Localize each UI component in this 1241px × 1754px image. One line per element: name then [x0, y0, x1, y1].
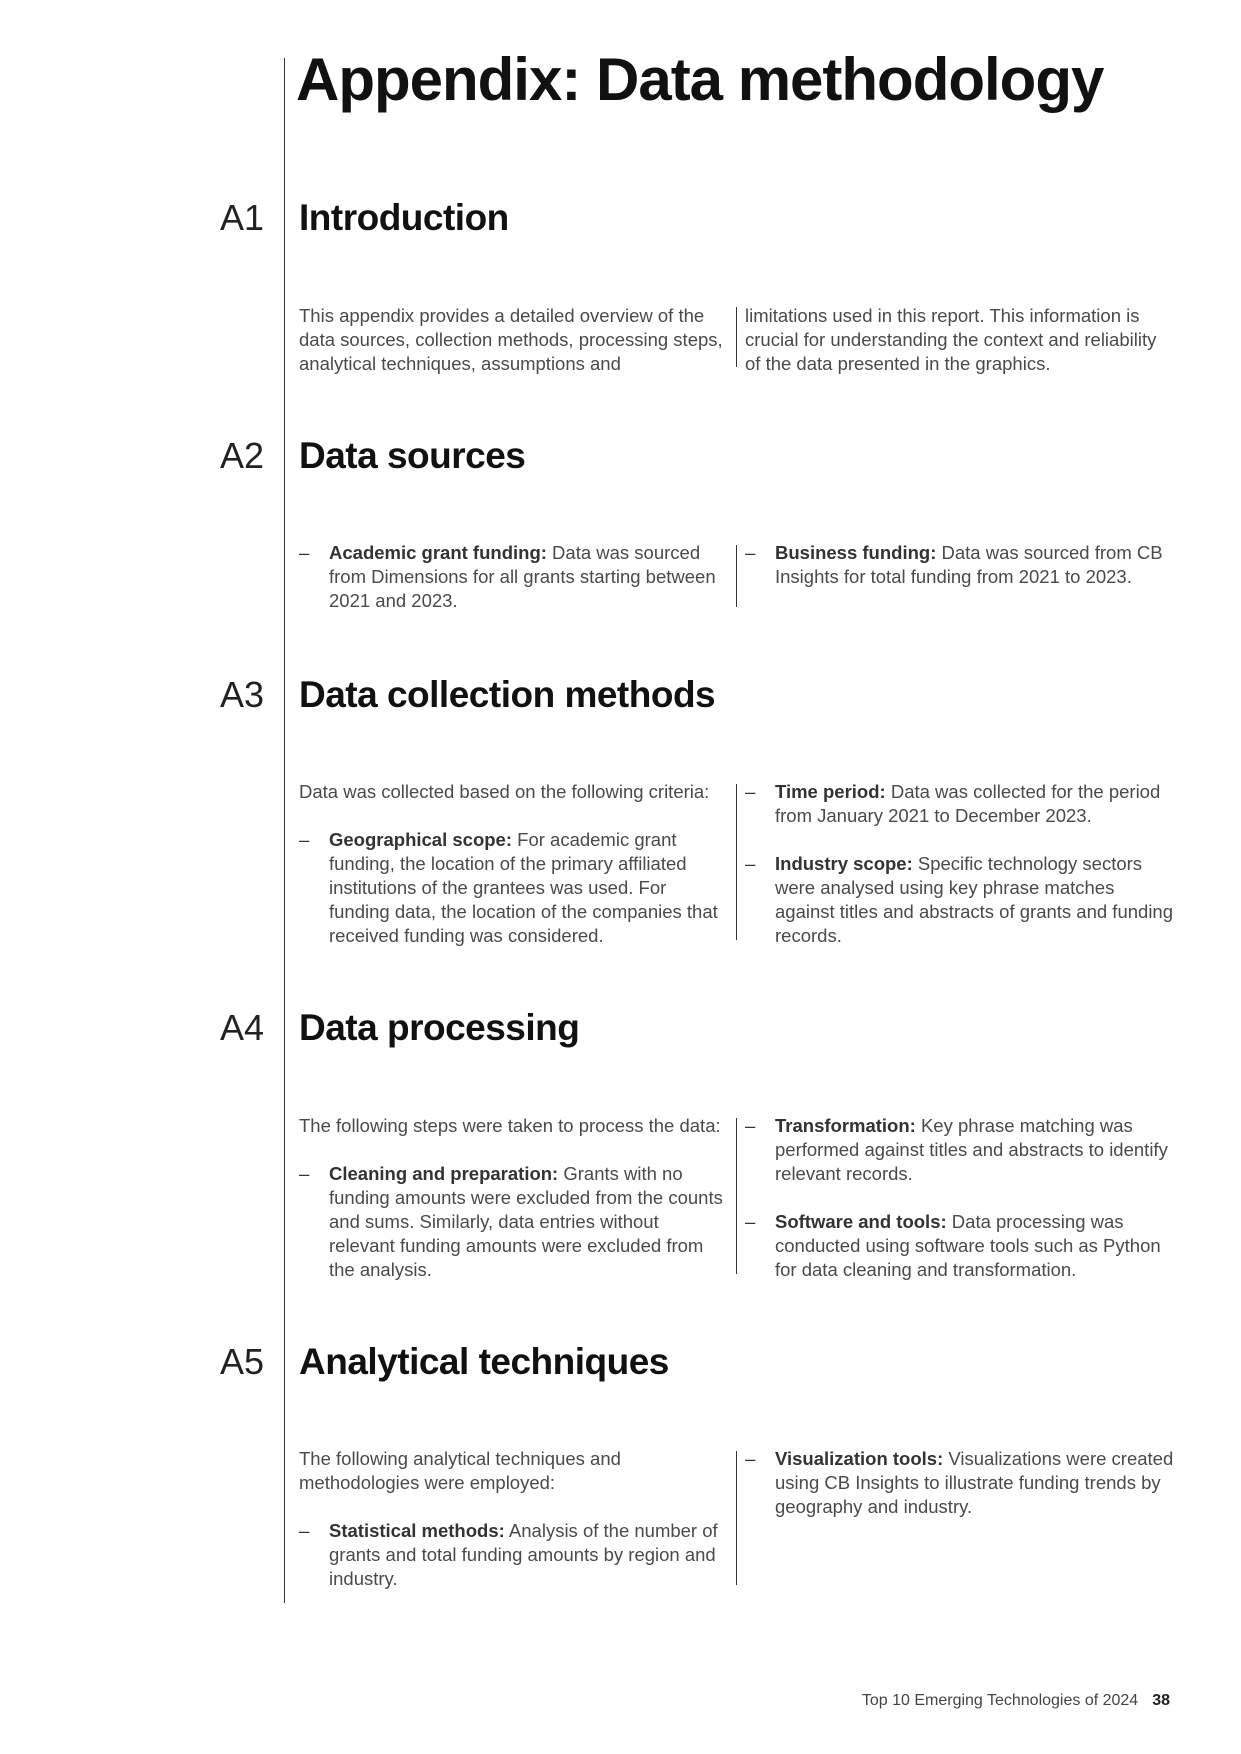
item-label: Geographical scope:: [329, 829, 512, 850]
section-title: Data collection methods: [299, 674, 716, 715]
dash-bullet: –: [745, 781, 756, 802]
list-item: [299, 541, 729, 613]
left-column: [299, 1447, 729, 1591]
margin-rule: [284, 58, 285, 1603]
section-number: A5: [220, 1341, 265, 1382]
list-item: [745, 1114, 1175, 1186]
item-label: Industry scope:: [775, 853, 913, 874]
dash-bullet: –: [299, 542, 310, 563]
item-label: Software and tools:: [775, 1211, 947, 1232]
section-number: A2: [220, 435, 265, 476]
section-title: Data processing: [299, 1007, 580, 1048]
item-label: Statistical methods:: [329, 1520, 505, 1541]
section-number: A4: [220, 1007, 265, 1048]
list-item: [745, 852, 1175, 948]
left-column: [299, 304, 729, 376]
section-title: Data sources: [299, 435, 526, 476]
left-column: [299, 780, 729, 948]
right-column: [745, 541, 1175, 589]
page-number: 38: [1152, 1692, 1170, 1709]
item-label: Visualization tools:: [775, 1448, 944, 1469]
column-divider: [736, 1451, 737, 1585]
list-item: [299, 828, 729, 948]
page-title: Appendix: Data methodology: [296, 46, 1104, 113]
item-text: Visualizations were created using CB Insights to illustrate funding trends by geography and industry.: [775, 1448, 1174, 1517]
column-divider: [736, 1118, 737, 1274]
dash-bullet: –: [745, 1115, 756, 1136]
item-text: Data processing was conducted using software tools such as Python for data cleaning and transformation.: [775, 1211, 1161, 1280]
dash-bullet: –: [745, 1448, 756, 1469]
item-label: Cleaning and preparation:: [329, 1163, 559, 1184]
list-item: [299, 1162, 729, 1282]
dash-bullet: –: [745, 542, 756, 563]
column-divider: [736, 307, 737, 367]
section-title: Introduction: [299, 197, 509, 238]
item-text: Specific technology sectors were analysed using key phrase matches against titles and abstracts of grants and funding records.: [775, 853, 1174, 946]
item-text: Data was sourced from CB Insights for total funding from 2021 to 2023.: [775, 542, 1163, 587]
dash-bullet: –: [745, 1211, 756, 1232]
list-item: [745, 1447, 1175, 1519]
item-text: For academic grant funding, the location of the primary affiliated institutions of the grantees was used. For funding data, the location of the companies that received funding was considered.: [329, 829, 718, 946]
left-column: [299, 541, 729, 613]
intro-text: The following steps were taken to process the data:: [299, 1115, 721, 1136]
section-number: A3: [220, 674, 265, 715]
list-item: [745, 541, 1175, 589]
item-text: Data was collected for the period from January 2021 to December 2023.: [775, 781, 1161, 826]
section-number: A1: [220, 197, 265, 238]
item-label: Academic grant funding:: [329, 542, 547, 563]
item-text: Key phrase matching was performed against titles and abstracts to identify relevant records.: [775, 1115, 1168, 1184]
dash-bullet: –: [299, 829, 310, 850]
intro-text: Data was collected based on the following criteria:: [299, 781, 710, 802]
right-column: [745, 780, 1175, 948]
list-item: [299, 1519, 729, 1591]
dash-bullet: –: [745, 853, 756, 874]
right-column: [745, 1447, 1175, 1519]
intro-text: The following analytical techniques and methodologies were employed:: [299, 1448, 621, 1493]
list-item: [745, 780, 1175, 828]
list-item: [745, 1210, 1175, 1282]
paragraph: limitations used in this report. This information is crucial for understanding the context and reliability of the data presented in the graphics.: [745, 305, 1157, 374]
item-label: Time period:: [775, 781, 886, 802]
left-column: [299, 1114, 729, 1282]
item-text: Data was sourced from Dimensions for all grants starting between 2021 and 2023.: [329, 542, 716, 611]
publication-title: Top 10 Emerging Technologies of 2024: [861, 1692, 1139, 1709]
item-text: Analysis of the number of grants and total funding amounts by region and industry.: [329, 1520, 718, 1589]
column-divider: [736, 545, 737, 607]
item-label: Business funding:: [775, 542, 937, 563]
right-column: [745, 304, 1175, 376]
item-text: Grants with no funding amounts were excluded from the counts and sums. Similarly, data entries without relevant funding amounts were excluded from the analysis.: [329, 1163, 723, 1280]
dash-bullet: –: [299, 1163, 310, 1184]
page-footer: [860, 1692, 1170, 1710]
right-column: [745, 1114, 1175, 1282]
dash-bullet: –: [299, 1520, 310, 1541]
item-label: Transformation:: [775, 1115, 916, 1136]
paragraph: This appendix provides a detailed overview of the data sources, collection methods, processing steps, analytical techniques, assumptions and: [299, 305, 723, 374]
section-title: Analytical techniques: [299, 1341, 669, 1382]
column-divider: [736, 784, 737, 940]
